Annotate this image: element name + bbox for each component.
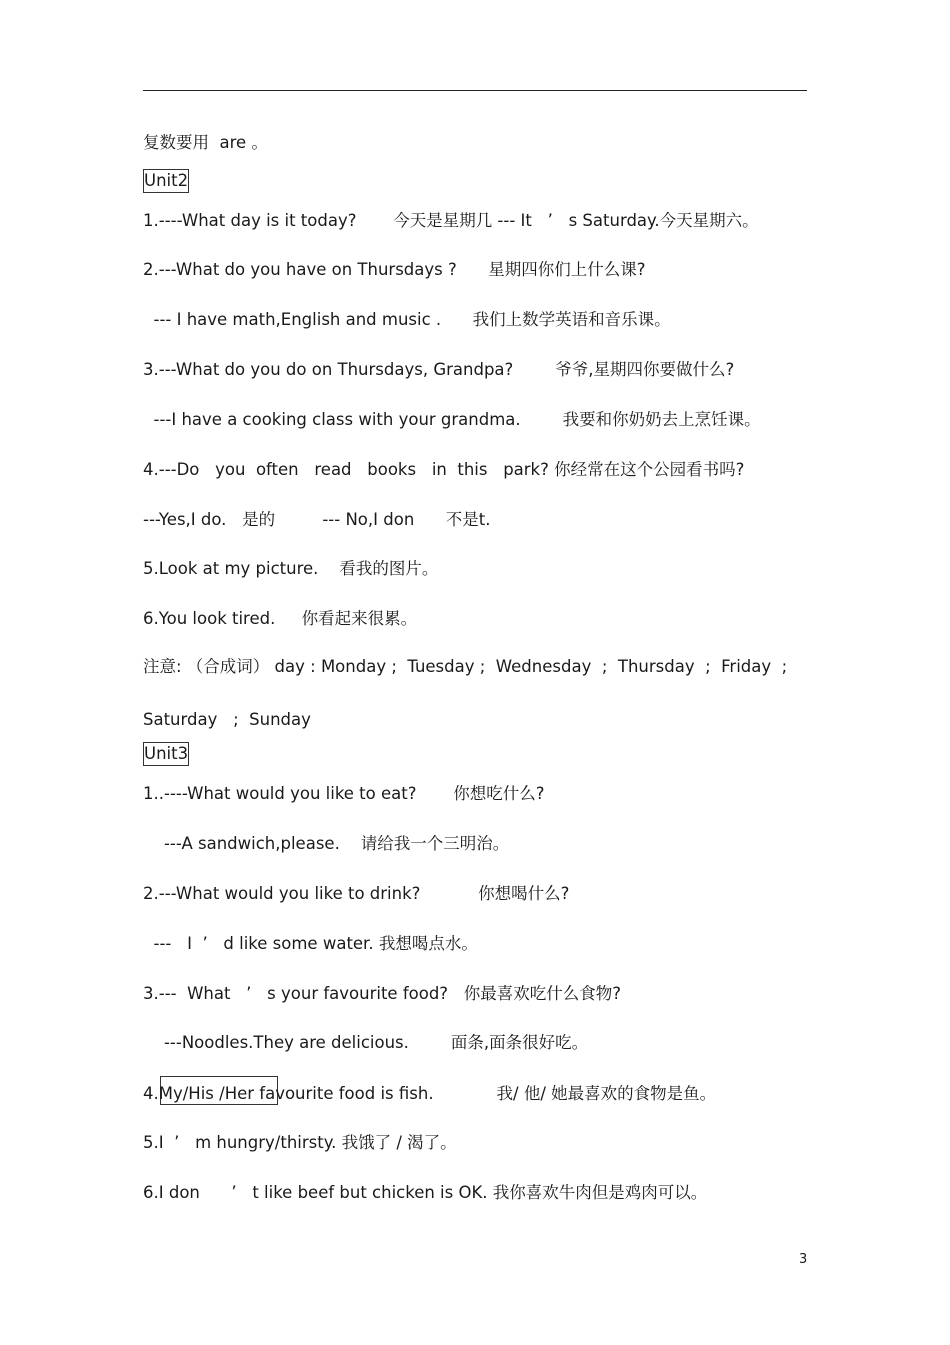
text-line: 5.Look at my picture. 看我的图片。 (143, 559, 439, 578)
text-line: 4.---Do you often read books in this park? 你经常在这个公园看书吗? (143, 460, 745, 479)
text-line: 3.--- What ’ s your favourite food? 你最喜欢吃什么食物? (143, 984, 622, 1003)
text-line: 4.My/His /Her favourite food is fish. 我/ 他/ 她最喜欢的食物是鱼。 (143, 1084, 717, 1103)
text-line: ---Noodles.They are delicious. 面条,面条很好吃。 (143, 1033, 589, 1052)
text-line: 2.---What would you like to drink? 你想喝什么? (143, 884, 570, 903)
text-line: 1..----What would you like to eat? 你想吃什么? (143, 784, 545, 803)
text-line: ---Yes,I do. 是的 --- No,I don 不是t. (143, 510, 491, 529)
page-number: 3 (799, 1252, 808, 1267)
text-line: 2.---What do you have on Thursdays ? 星期四你们上什么课? (143, 260, 646, 279)
text-line: 6.I don ’ t like beef but chicken is OK. 我你喜欢牛肉但是鸡肉可以。 (143, 1183, 708, 1202)
text-line: --- I ’ d like some water. 我想喝点水。 (143, 934, 478, 953)
text-line: 复数要用 are 。 (143, 133, 268, 152)
text-line: 3.---What do you do on Thursdays, Grandpa? 爷爷,星期四你要做什么? (143, 360, 735, 379)
text-line: 注意: （合成词） day : Monday ; Tuesday ; Wednesday ; Thursday ; Friday ; (143, 657, 788, 676)
text-line: 6.You look tired. 你看起来很累。 (143, 609, 418, 628)
text-line: ---I have a cooking class with your grandma. 我要和你奶奶去上烹饪课。 (143, 410, 761, 429)
text-line: 5.I ’ m hungry/thirsty. 我饿了 / 渴了。 (143, 1133, 457, 1152)
text-line: 1.----What day is it today? 今天是星期几 --- It ’ s Saturday.今天星期六。 (143, 211, 759, 230)
unit-heading: Unit2 (144, 171, 189, 190)
text-line: ---A sandwich,please. 请给我一个三明治。 (143, 834, 510, 853)
unit-heading: Unit3 (144, 744, 189, 763)
text-line: --- I have math,English and music . 我们上数学英语和音乐课。 (143, 310, 671, 329)
text-line: Saturday ; Sunday (143, 710, 311, 729)
header-rule (143, 90, 807, 91)
